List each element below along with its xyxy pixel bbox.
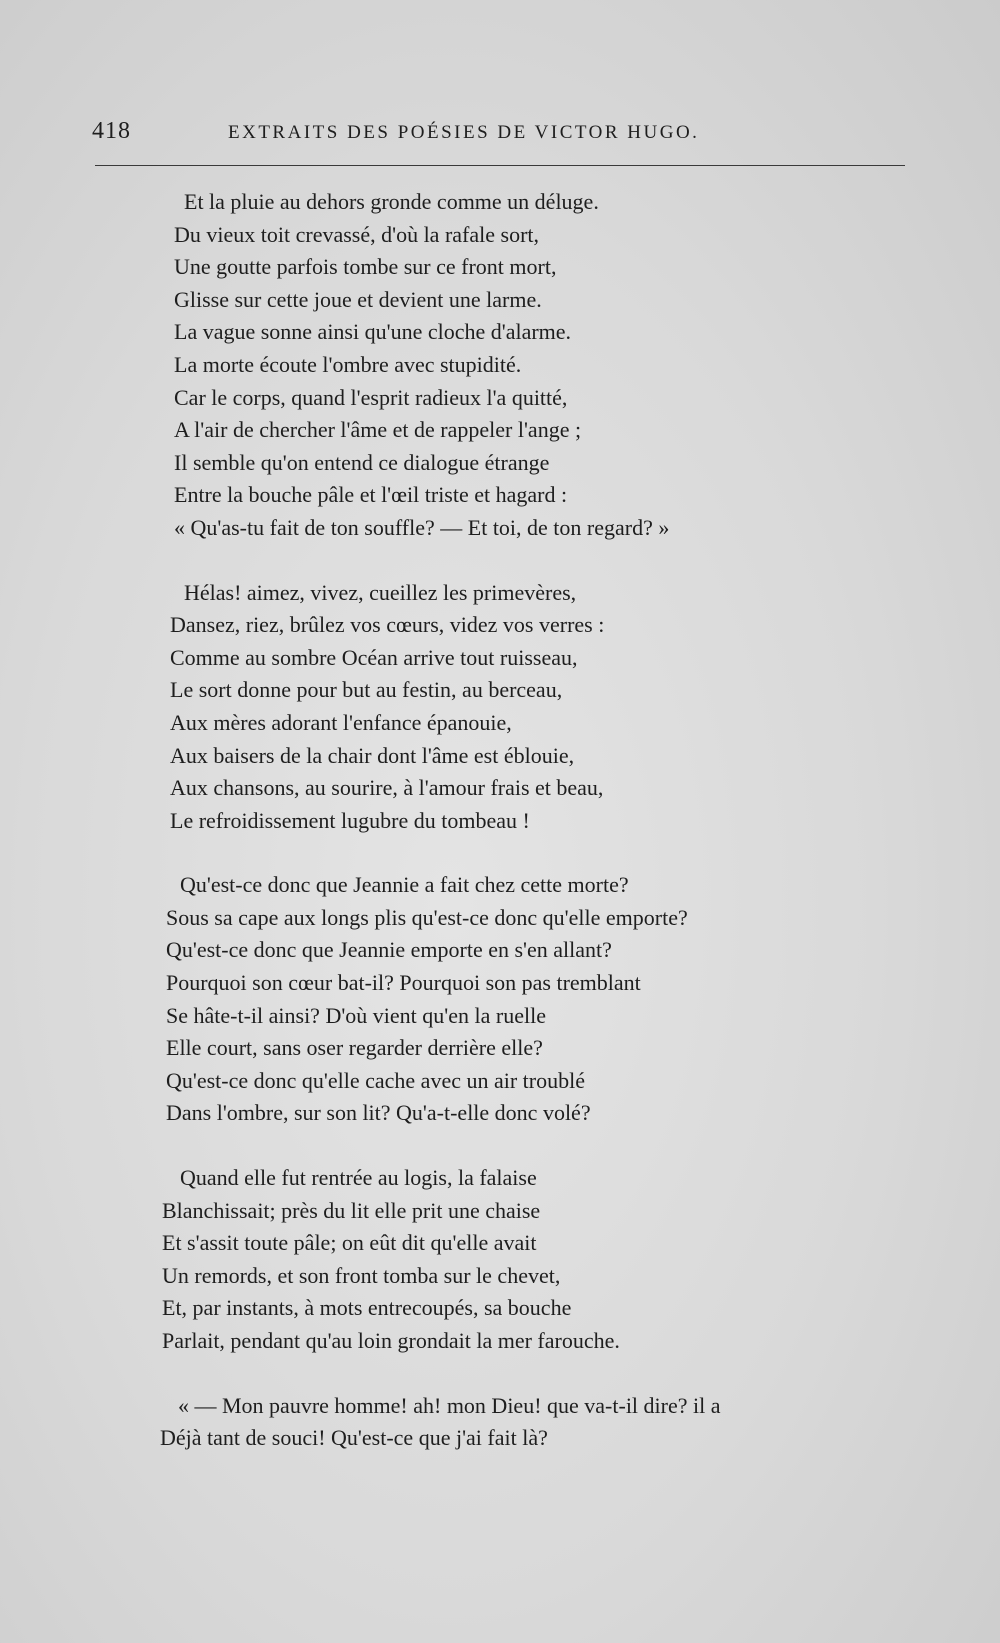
verse-line: Le refroidissement lugubre du tombeau ! [170,807,530,833]
verse-line: Et s'assit toute pâle; on eût dit qu'elle avait [162,1230,537,1256]
verse-line: Car le corps, quand l'esprit radieux l'a quitté, [174,384,568,410]
verse-line: Dans l'ombre, sur son lit? Qu'a-t-elle donc volé? [166,1100,591,1126]
verse-line: Et, par instants, à mots entrecoupés, sa bouche [162,1295,572,1321]
verse-line: La vague sonne ainsi qu'une cloche d'alarme. [174,319,572,345]
verse-line: Le sort donne pour but au festin, au berceau, [170,677,563,703]
header-rule [95,165,905,166]
stanza-1 [160,186,810,545]
verse-line: Parlait, pendant qu'au loin grondait la mer farouche. [162,1328,620,1353]
verse-line: Blanchissait; près du lit elle prit une chaise [162,1197,541,1223]
verse-line: Qu'est-ce donc que Jeannie emporte en s'en allant? [166,937,612,963]
verse-line: Du vieux toit crevassé, d'où la rafale sort, [174,221,540,247]
verse-line: Qu'est-ce donc qu'elle cache avec un air troublé [166,1067,585,1093]
verse-line: Elle court, sans oser regarder derrière elle? [166,1035,543,1061]
verse-line: La morte écoute l'ombre avec stupidité. [174,351,522,377]
verse-line: Un remords, et son front tomba sur le chevet, [162,1262,561,1288]
verse-line: A l'air de chercher l'âme et de rappeler l'ange ; [174,417,582,443]
page-header [92,118,902,152]
verse-line: « — Mon pauvre homme! ah! mon Dieu! que va-t-il dire? il a [178,1392,721,1418]
stanza-5 [160,1390,810,1455]
verse-line: Déjà tant de souci! Qu'est-ce que j'ai fait là? [160,1425,548,1451]
verse-line: Une goutte parfois tombe sur ce front mort, [174,254,557,280]
verse-line: Sous sa cape aux longs plis qu'est-ce donc qu'elle emporte? [166,904,688,930]
verse-line: Dansez, riez, brûlez vos cœurs, videz vos verres : [170,612,605,638]
running-title: EXTRAITS DES POÉSIES DE VICTOR HUGO. [228,122,700,143]
verse-line: Aux chansons, au sourire, à l'amour frais et beau, [170,775,604,801]
verse-line: Aux mères adorant l'enfance épanouie, [170,709,512,735]
verse-line: Glisse sur cette joue et devient une larme. [174,286,542,312]
verse-line: Quand elle fut rentrée au logis, la falaise [180,1165,537,1191]
verse-line: Il semble qu'on entend ce dialogue étrange [174,449,550,475]
verse-line: Entre la bouche pâle et l'œil triste et hagard : [174,482,568,508]
verse-line: Aux baisers de la chair dont l'âme est éblouie, [170,742,575,768]
verse-line: Se hâte-t-il ainsi? D'où vient qu'en la ruelle [166,1002,546,1028]
verse-line: Pourquoi son cœur bat-il? Pourquoi son pas tremblant [166,970,641,996]
page-number: 418 [92,118,131,144]
stanza-3 [160,869,810,1130]
poem-body [160,186,810,1455]
verse-line: Hélas! aimez, vivez, cueillez les primevères, [184,579,577,605]
verse-line: Qu'est-ce donc que Jeannie a fait chez cette morte? [180,872,629,898]
verse-line: Et la pluie au dehors gronde comme un déluge. [184,189,599,214]
stanza-4 [160,1162,810,1358]
verse-line: Comme au sombre Océan arrive tout ruisseau, [170,644,578,670]
stanza-2 [160,577,810,838]
verse-line: « Qu'as-tu fait de ton souffle? — Et toi, de ton regard? » [174,514,670,540]
